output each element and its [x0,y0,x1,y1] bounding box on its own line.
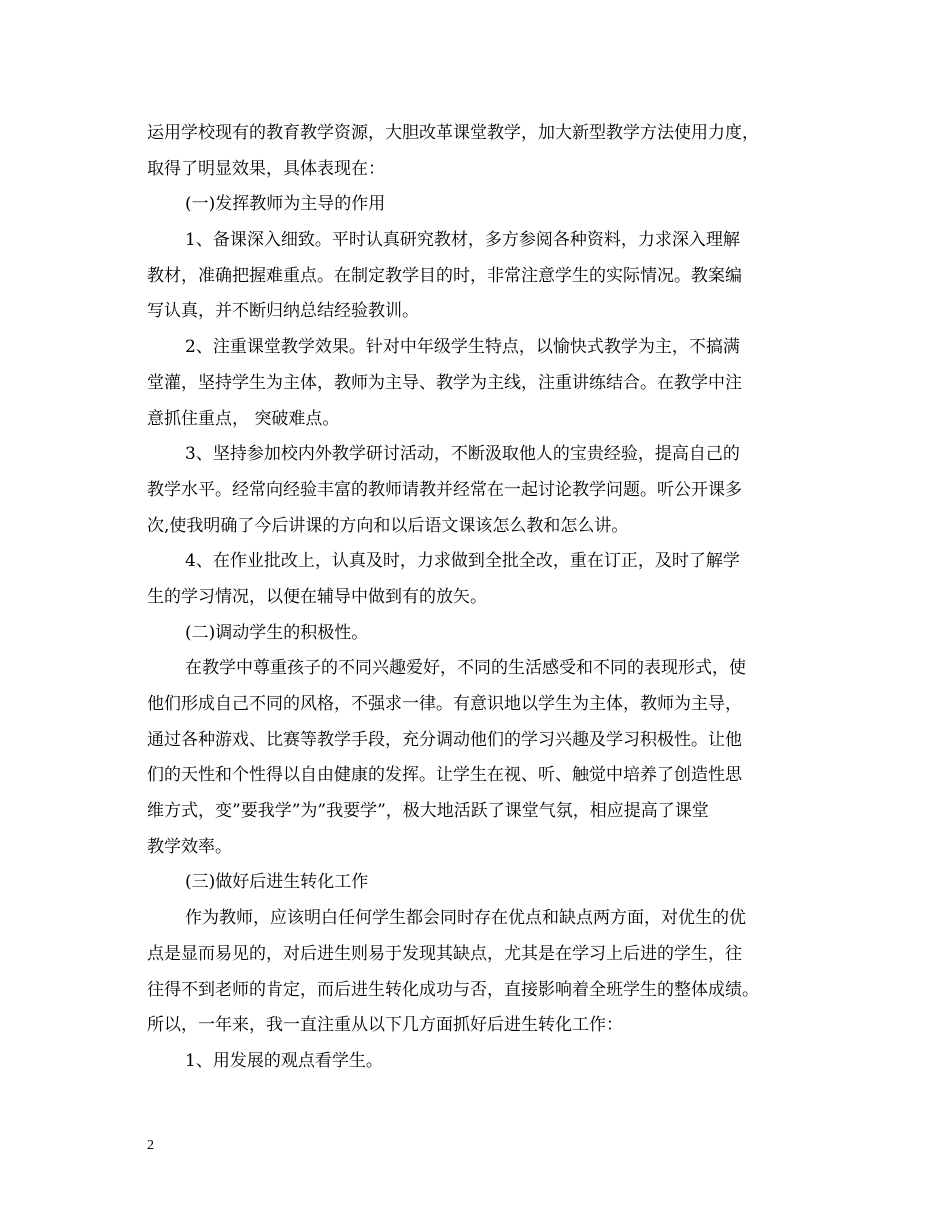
text-line: 1、用发展的观点看学生。 [185,1050,383,1071]
text-line: (二)调动学生的积极性。 [185,622,369,643]
text-line: 他们形成自己不同的风格，不强求一律。有意识地以学生为主体，教师为主导， [147,694,742,714]
text-line: 所以，一年来，我一直注重从以下几方面抓好后进生转化工作： [147,1015,623,1036]
text-line: 们的天性和个性得以自由健康的发挥。让学生在视、听、触觉中培养了创造性思 [147,765,742,786]
document-body [147,116,815,1080]
page-number: 2 [147,1138,154,1153]
text-line: 2、注重课堂教学效果。针对中年级学生特点，以愉快式教学为主，不搞满 [185,337,740,358]
text-line: 取得了明显效果，具体表现在： [147,158,385,179]
text-line: 维方式，变”要我学”为”我要学”，极大地活跃了课堂气氛，相应提高了课堂 [147,801,709,822]
text-line: 作为教师，应该明白任何学生都会同时存在优点和缺点两方面，对优生的优 [185,908,746,929]
text-line: 生的学习情况，以便在辅导中做到有的放矢。 [147,586,487,607]
text-line: 教材，准确把握难重点。在制定教学目的时，非常注意学生的实际情况。教案编 [147,265,742,286]
text-line: (三)做好后进生转化工作 [185,872,369,893]
text-line: 在教学中尊重孩子的不同兴趣爱好，不同的生活感受和不同的表现形式，使 [185,658,746,679]
text-line: 教学水平。经常向经验丰富的教师请教并经常在一起讨论教学问题。听公开课多 [147,479,742,500]
text-line: 运用学校现有的教育教学资源，大胆改革课堂教学，加大新型教学方法使用力度， [147,123,759,143]
text-line: 往得不到老师的肯定，而后进生转化成功与否，直接影响着全班学生的整体成绩。 [147,979,759,1000]
text-line: (一)发挥教师为主导的作用 [185,194,386,215]
text-line: 意抓住重点， 突破难点。 [147,408,340,429]
text-line: 教学效率。 [147,836,232,857]
text-line: 4、在作业批改上，认真及时，力求做到全批全改，重在订正，及时了解学 [185,551,740,572]
text-line: 1、备课深入细致。平时认真研究教材，多方参阅各种资料，力求深入理解 [185,230,740,251]
text-line: 堂灌，坚持学生为主体，教师为主导、教学为主线，注重讲练结合。在教学中注 [147,372,742,393]
text-line: 次,使我明确了今后讲课的方向和以后语文课该怎么教和怎么讲。 [147,515,629,536]
text-line: 写认真，并不断归纳总结经验教训。 [147,301,419,322]
text-line: 通过各种游戏、比赛等教学手段，充分调动他们的学习兴趣及学习积极性。让他 [147,729,742,750]
text-line: 3、坚持参加校内外教学研讨活动，不断汲取他人的宝贵经验，提高自己的 [185,444,740,465]
text-line: 点是显而易见的，对后进生则易于发现其缺点，尤其是在学习上后进的学生，往 [147,943,742,964]
